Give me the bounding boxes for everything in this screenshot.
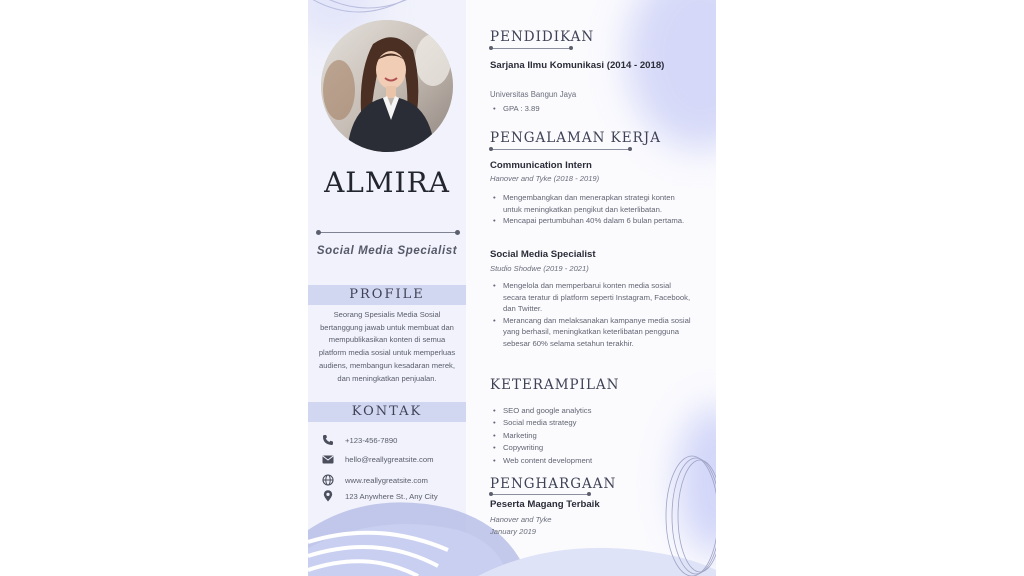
divider <box>490 149 631 150</box>
candidate-name: ALMIRA <box>324 166 450 199</box>
profile-photo <box>321 20 453 152</box>
education-details <box>490 103 695 115</box>
divider <box>490 494 590 495</box>
list-item: • Mengelola dan memperbarui konten media sosial secara teratur di platform seperti Instagram, Facebook, dan Twitter. <box>490 280 695 315</box>
list-item: • Social media strategy <box>490 417 695 429</box>
award-organization: Hanover and Tyke <box>490 515 552 524</box>
list-item: • Marketing <box>490 430 695 442</box>
divider <box>318 232 458 233</box>
street-address: 123 Anywhere St., Any City <box>345 491 438 501</box>
mail-icon <box>322 453 334 465</box>
contact-website <box>322 473 466 487</box>
job-title: Social Media Specialist <box>316 245 458 257</box>
gpa: • GPA : 3.89 <box>490 103 695 115</box>
award-title: Peserta Magang Terbaik <box>490 499 600 510</box>
job-title: Communication Intern <box>490 160 592 171</box>
list-item: • Mencapai pertumbuhan 40% dalam 6 bulan pertama. <box>490 215 695 227</box>
job-company-dates: Hanover and Tyke (2018 - 2019) <box>490 174 600 183</box>
awards-heading: PENGHARGAAN <box>490 476 617 492</box>
resume-page <box>308 0 716 576</box>
email-address: hello@reallygreatsite.com <box>345 454 434 464</box>
globe-icon <box>322 474 334 486</box>
contact-phone <box>322 433 466 447</box>
list-item: • Copywriting <box>490 442 695 454</box>
decorative-blob <box>626 0 716 150</box>
job-company-dates: Studio Shodwe (2019 - 2021) <box>490 264 589 273</box>
award-date: January 2019 <box>490 527 537 536</box>
job-bullets <box>490 192 695 227</box>
contact-email <box>322 452 466 466</box>
divider <box>490 48 572 49</box>
contact-heading: KONTAK <box>308 402 466 422</box>
skills-heading: KETERAMPILAN <box>490 377 620 393</box>
decorative-arcs <box>646 450 716 576</box>
profile-summary: Seorang Spesialis Media Sosial bertanggung jawab untuk membuat dan mempublikasikan konten di semua platform media sosial untuk memperluas audiens, membangun kesadaran merek, dan meningkatkan penjualan. <box>318 310 456 383</box>
person-avatar-illustration <box>321 20 453 152</box>
experience-heading: PENGALAMAN KERJA <box>490 130 661 146</box>
list-item: • Merancang dan melaksanakan kampanye media sosial yang berhasil, meningkatkan keterlibatan pengguna sebesar 60% selama setahun terakhir. <box>490 315 695 350</box>
degree: Sarjana Ilmu Komunikasi (2014 - 2018) <box>490 60 665 71</box>
profile-heading: PROFILE <box>308 285 466 305</box>
list-item: • SEO and google analytics <box>490 405 695 417</box>
school-name: Universitas Bangun Jaya <box>490 90 577 99</box>
job-title: Social Media Specialist <box>490 249 596 260</box>
skills-list <box>490 405 695 467</box>
job-bullets <box>490 280 695 350</box>
website-url: www.reallygreatsite.com <box>345 475 428 485</box>
list-item: • Web content development <box>490 455 695 467</box>
education-heading: PENDIDIKAN <box>490 29 595 45</box>
phone-icon <box>322 434 334 446</box>
phone-number: +123-456-7890 <box>345 435 398 445</box>
list-item: • Mengembangkan dan menerapkan strategi konten untuk meningkatkan pengikut dan keterlibatan. <box>490 192 695 215</box>
